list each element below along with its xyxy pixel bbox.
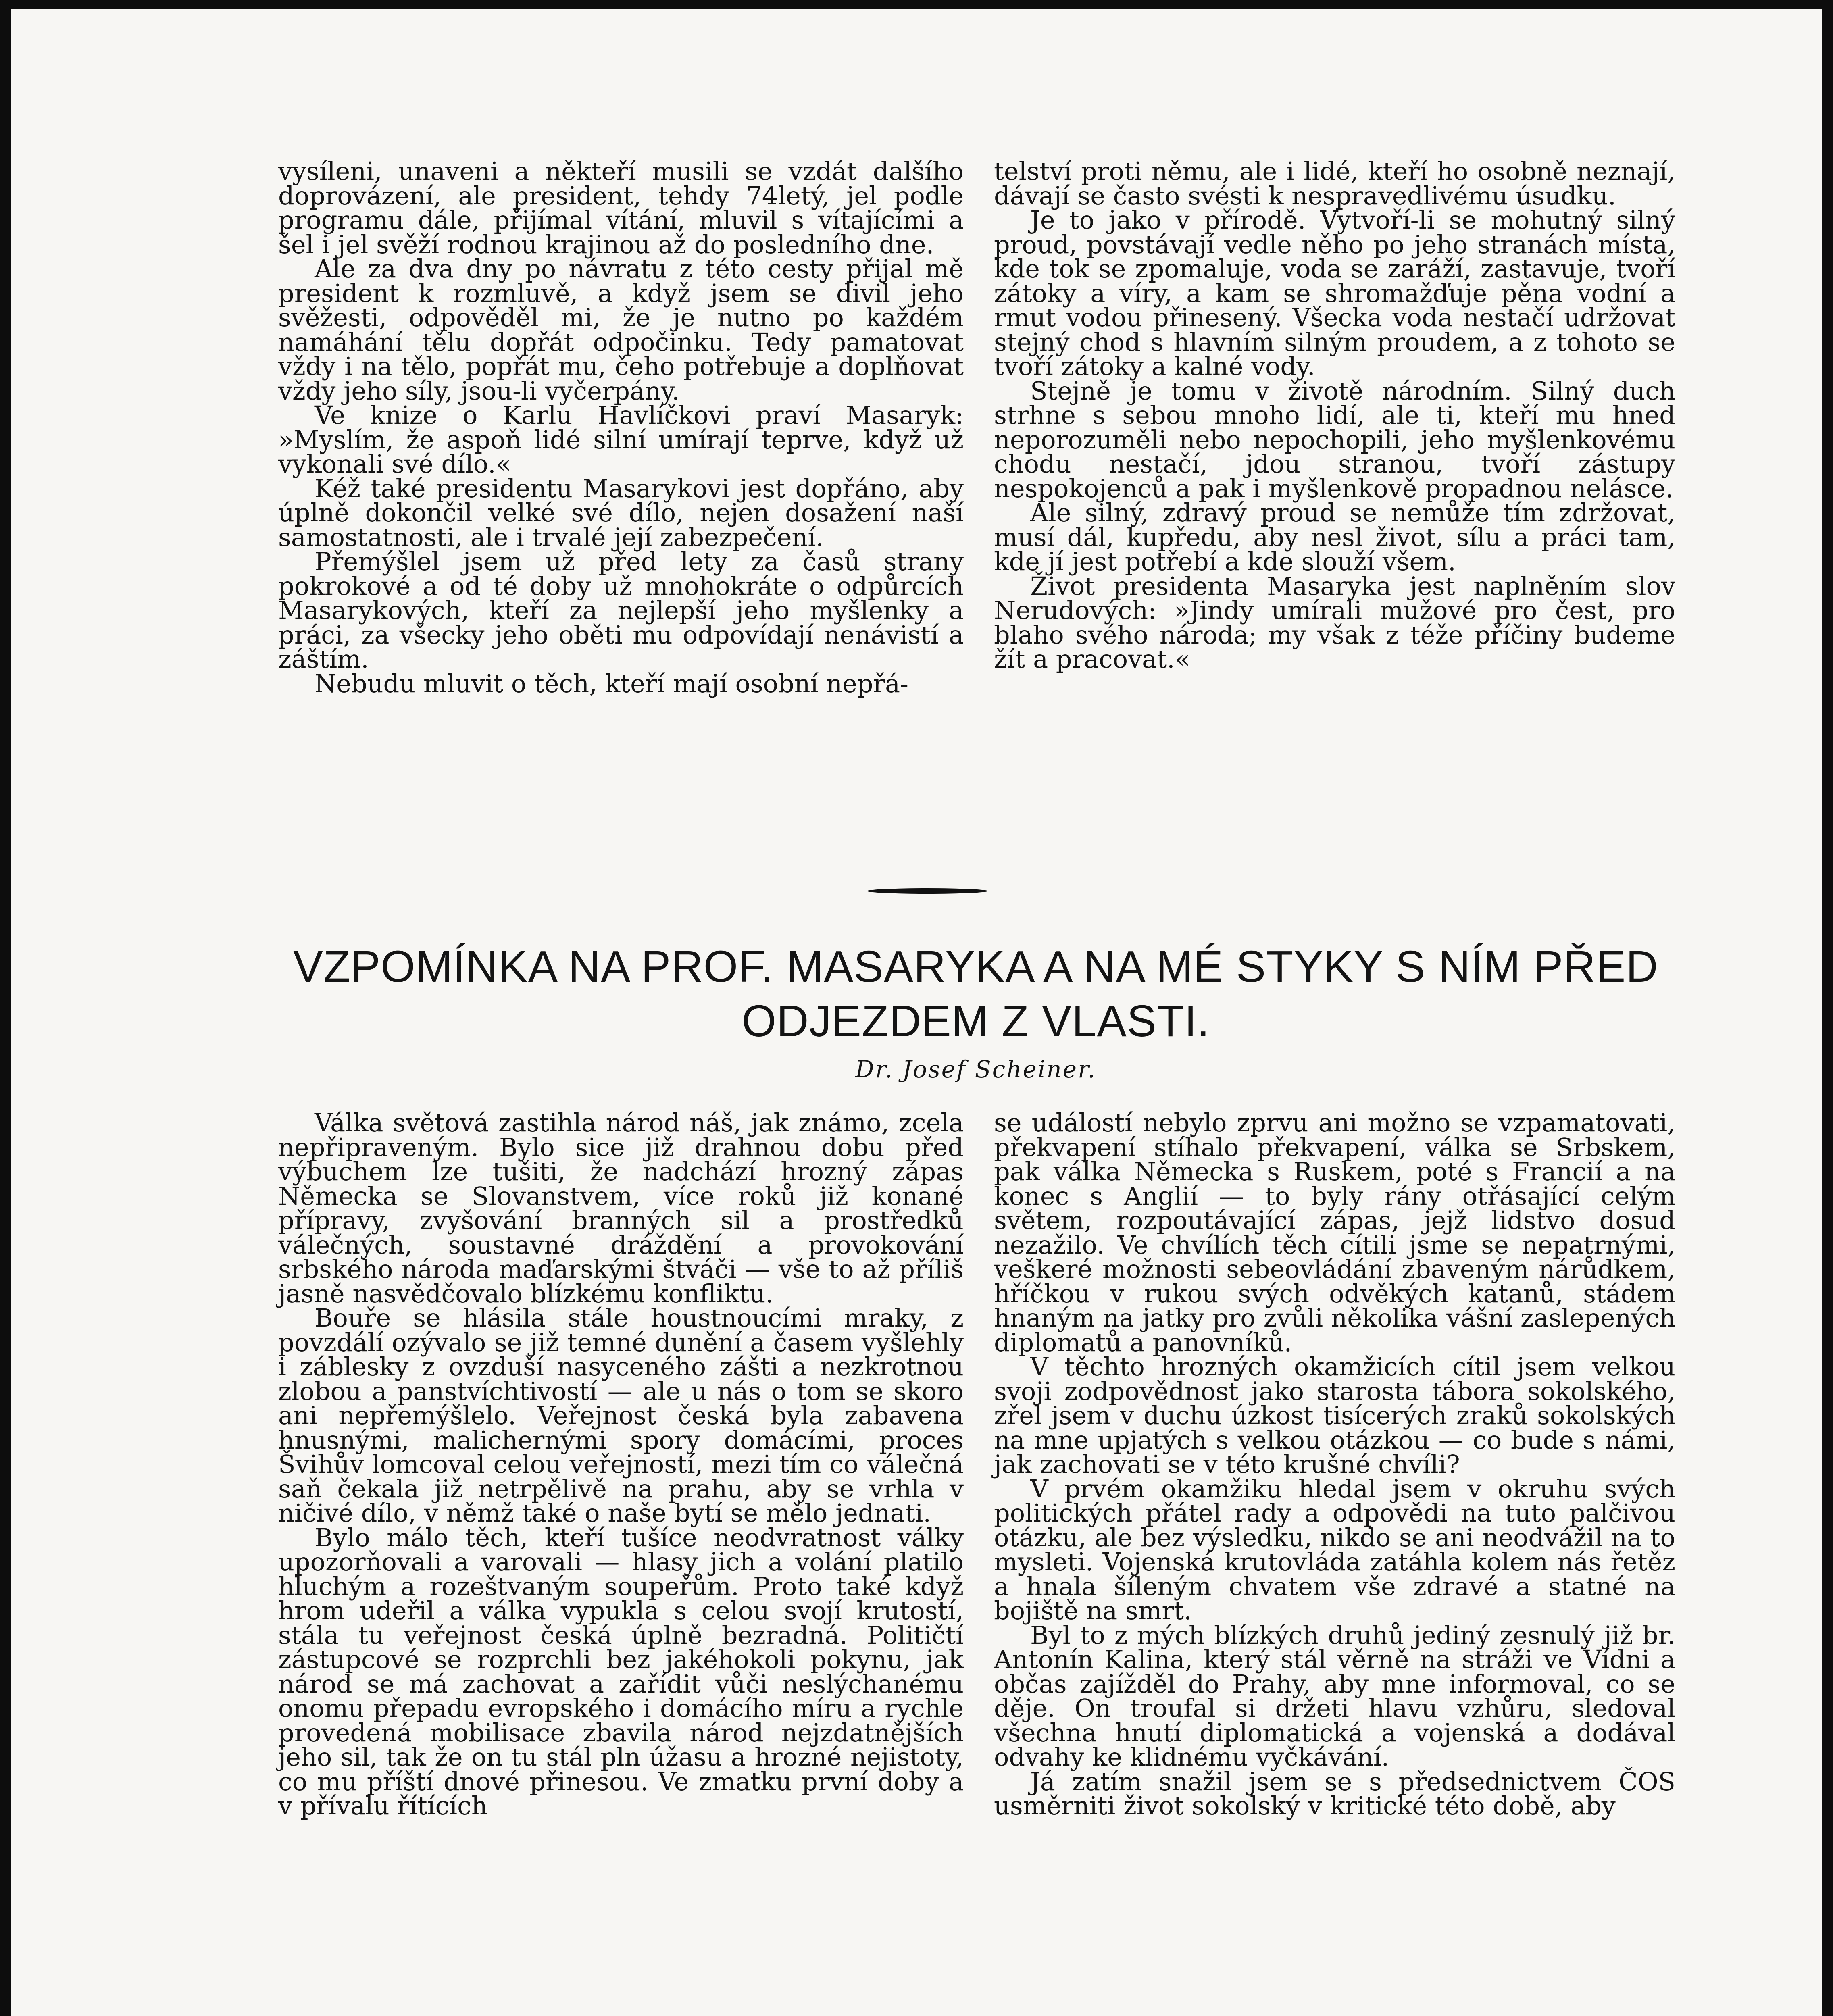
section-divider: [867, 888, 988, 894]
paragraph: V těchto hrozných okamžicích cítil jsem velkou svoji zodpovědnost jako starosta tábora sokolského, zřel jsem v duchu úzkost tisícerých zraků sokolských na mne upjatých s velkou otázkou — co bude s námi, jak zachovati se v této krušné chvíli?: [994, 1352, 1675, 1479]
article-title: VZPOMÍNKA NA PROF. MASARYKA A NA MÉ STYKY S NÍM PŘED ODJEZDEM Z VLASTI.: [293, 942, 1658, 1046]
paragraph: Bouře se hlásila stále houstnoucími mraky, z povzdálí ozývalo se již temné dunění a časem vyšlehly i záblesky z ovzduší nasyceného zášti a nezkrotnou zlobou a panstvíchtivostí — ale u nás o tom se skoro ani nepřemýšlelo. Veřejnost česká byla zabavena hnusnými, malichernými spory domácími, proces Švihův lomcoval celou veřejností, mezi tím co válečná saň čekala již netrpělivě na prahu, aby se vrhla v ničivé dílo, v němž také o naše bytí se mělo jednati.: [278, 1303, 964, 1528]
paragraph: Kéž také presidentu Masarykovi jest dopřáno, aby úplně dokončil velké své dílo, nejen dosažení naší samostatnosti, ale i trvalé její zabezpečení.: [278, 473, 964, 552]
paragraph: Nebudu mluvit o těch, kteří mají osobní nepřá-: [315, 669, 908, 698]
paragraph: V prvém okamžiku hledal jsem v okruhu svých politických přátel rady a odpovědi na tuto palčivou otázku, ale bez výsledku, nikdo se ani neodvážil na to mysleti. Vojenská krutovláda zatáhla kolem nás řetěz a hnala šíleným chvatem vše zdravé a statné na bojiště na smrt.: [994, 1474, 1675, 1625]
paragraph: Válka světová zastihla národ náš, jak známo, zcela nepřipraveným. Bylo sice již drahnou dobu před výbuchem lze tušiti, že nadchází hrozný zápas Německa se Slovanstvem, více roků již konané přípravy, zvyšování branných sil a prostředků válečných, soustavné dráždění a provokování srbského národa maďarskými štváči — vše to až příliš jasně nasvědčovalo blízkému konfliktu.: [278, 1108, 964, 1308]
paragraph: Přemýšlel jsem už před lety za časů strany pokrokové a od té doby už mnohokráte o odpůrcích Masarykových, kteří za nejlepší jeho myšlenky a práci, za všecky jeho oběti mu odpovídají nenávistí a záštím.: [278, 547, 964, 674]
paragraph: Ve knize o Karlu Havlíčkovi praví Masaryk: »Myslím, že aspoň lidé silní umírají teprve, když už vykonali své dílo.«: [278, 400, 964, 479]
paragraph: Je to jako v přírodě. Vytvoří-li se mohutný silný proud, povstávají vedle něho po jeho stranách místa, kde tok se zpomaluje, voda se zaráží, zastavuje, tvoří zátoky a víry, a kam se shromažďuje pěna vodní a rmut vodou přinesený. Všecka voda nestačí udržovat stejný chod s hlavním silným proudem, a z tohoto se tvoří zátoky a kalné vody.: [994, 205, 1675, 381]
paragraph: Ale za dva dny po návratu z této cesty přijal mě president k rozmluvě, a když jsem se divil jeho svěžesti, odpověděl mi, že je nutno po každém namáhání tělu dopřát odpočinku. Tedy pamatovat vždy i na tělo, popřát mu, čeho potřebuje a doplňovat vždy jeho síly, jsou-li vyčerpány.: [278, 254, 964, 406]
paragraph: Život presidenta Masaryka jest naplněním slov Nerudových: »Jindy umírali mužové pro čest, pro blaho svého národa; my však z téže příčiny budeme žít a pracovat.«: [994, 571, 1675, 674]
bottom-left-column: [278, 1108, 964, 1820]
paragraph: Byl to z mých blízkých druhů jediný zesnulý již br. Antonín Kalina, který stál věrně na stráži ve Vídni a občas zajížděl do Prahy, aby mne informoval, co se děje. On troufal si držeti hlavu vzhůru, sledoval všechna hnutí diplomatická a vojenská a dodával odvahy ke klidnému vyčkávání.: [994, 1620, 1675, 1772]
paragraph: Stejně je tomu v životě národním. Silný duch strhne s sebou mnoho lidí, ale ti, kteří mu hned neporozuměli nebo nepochopili, jeho myšlenkovému chodu nestačí, jdou stranou, tvoří zástupy nespokojenců a pak i myšlenkově propadnou nelásce.: [994, 376, 1675, 503]
paragraph: Já zatím snažil jsem se s předsednictvem ČOS usměrniti život sokolský v kritické této době, aby: [994, 1766, 1675, 1820]
paragraph: telství proti němu, ale i lidé, kteří ho osobně neznají, dávají se často svésti k nespravedlivému úsudku.: [994, 156, 1675, 210]
bottom-right-column: [994, 1108, 1675, 1820]
top-right-column: [994, 156, 1675, 674]
paragraph: vysíleni, unaveni a někteří musili se vzdát dalšího doprovázení, ale president, tehdy 74letý, jel podle programu dále, přijímal vítání, mluvil s vítajícími a šel i jel svěží rodnou krajinou až do posledního dne.: [278, 156, 964, 259]
paragraph: Ale silný, zdravý proud se nemůže tím zdržovat, musí dál, kupředu, aby nesl život, sílu a práci tam, kde jí jest potřebí a kde slouží všem.: [994, 498, 1675, 576]
paragraph: se událostí nebylo zprvu ani možno se vzpamatovati, překvapení stíhalo překvapení, válka se Srbskem, pak válka Německa s Ruskem, poté s Francií a na konec s Anglií — to byly rány otřásající celým světem, rozpoutávající zápas, jejž lidstvo dosud nezažilo. Ve chvílích těch cítili jsme se nepatrnými, veškeré možnosti sebeovládání zbaveným nárůdkem, hříčkou v rukou svých odvěkých katanů, stádem hnaným na jatky pro zvůli několika vášní zaslepených diplomatů a panovníků.: [994, 1108, 1675, 1357]
article-author: Dr. Josef Scheiner.: [855, 1056, 1096, 1083]
paragraph: Bylo málo těch, kteří tušíce neodvratnost války upozorňovali a varovali — hlasy jich a volání platilo hluchým a rozeštvaným soupeřům. Proto také když hrom udeřil a válka vypukla s celou svojí krutostí, stála tu veřejnost česká úplně bezradná. Političtí zástupcové se rozprchli bez jakéhokoli pokynu, jak národ se má zachovat a zařídit vůči neslýchanému onomu přepadu evropského i domácího míru a rychle provedená mobilisace zbavila národ nejzdatnějších jeho sil, tak že on tu stál pln úžasu a hrozné nejistoty, co mu příští dnové přinesou. Ve zmatku první doby a v přívalu řítících: [278, 1522, 964, 1820]
top-left-column: [278, 156, 964, 698]
